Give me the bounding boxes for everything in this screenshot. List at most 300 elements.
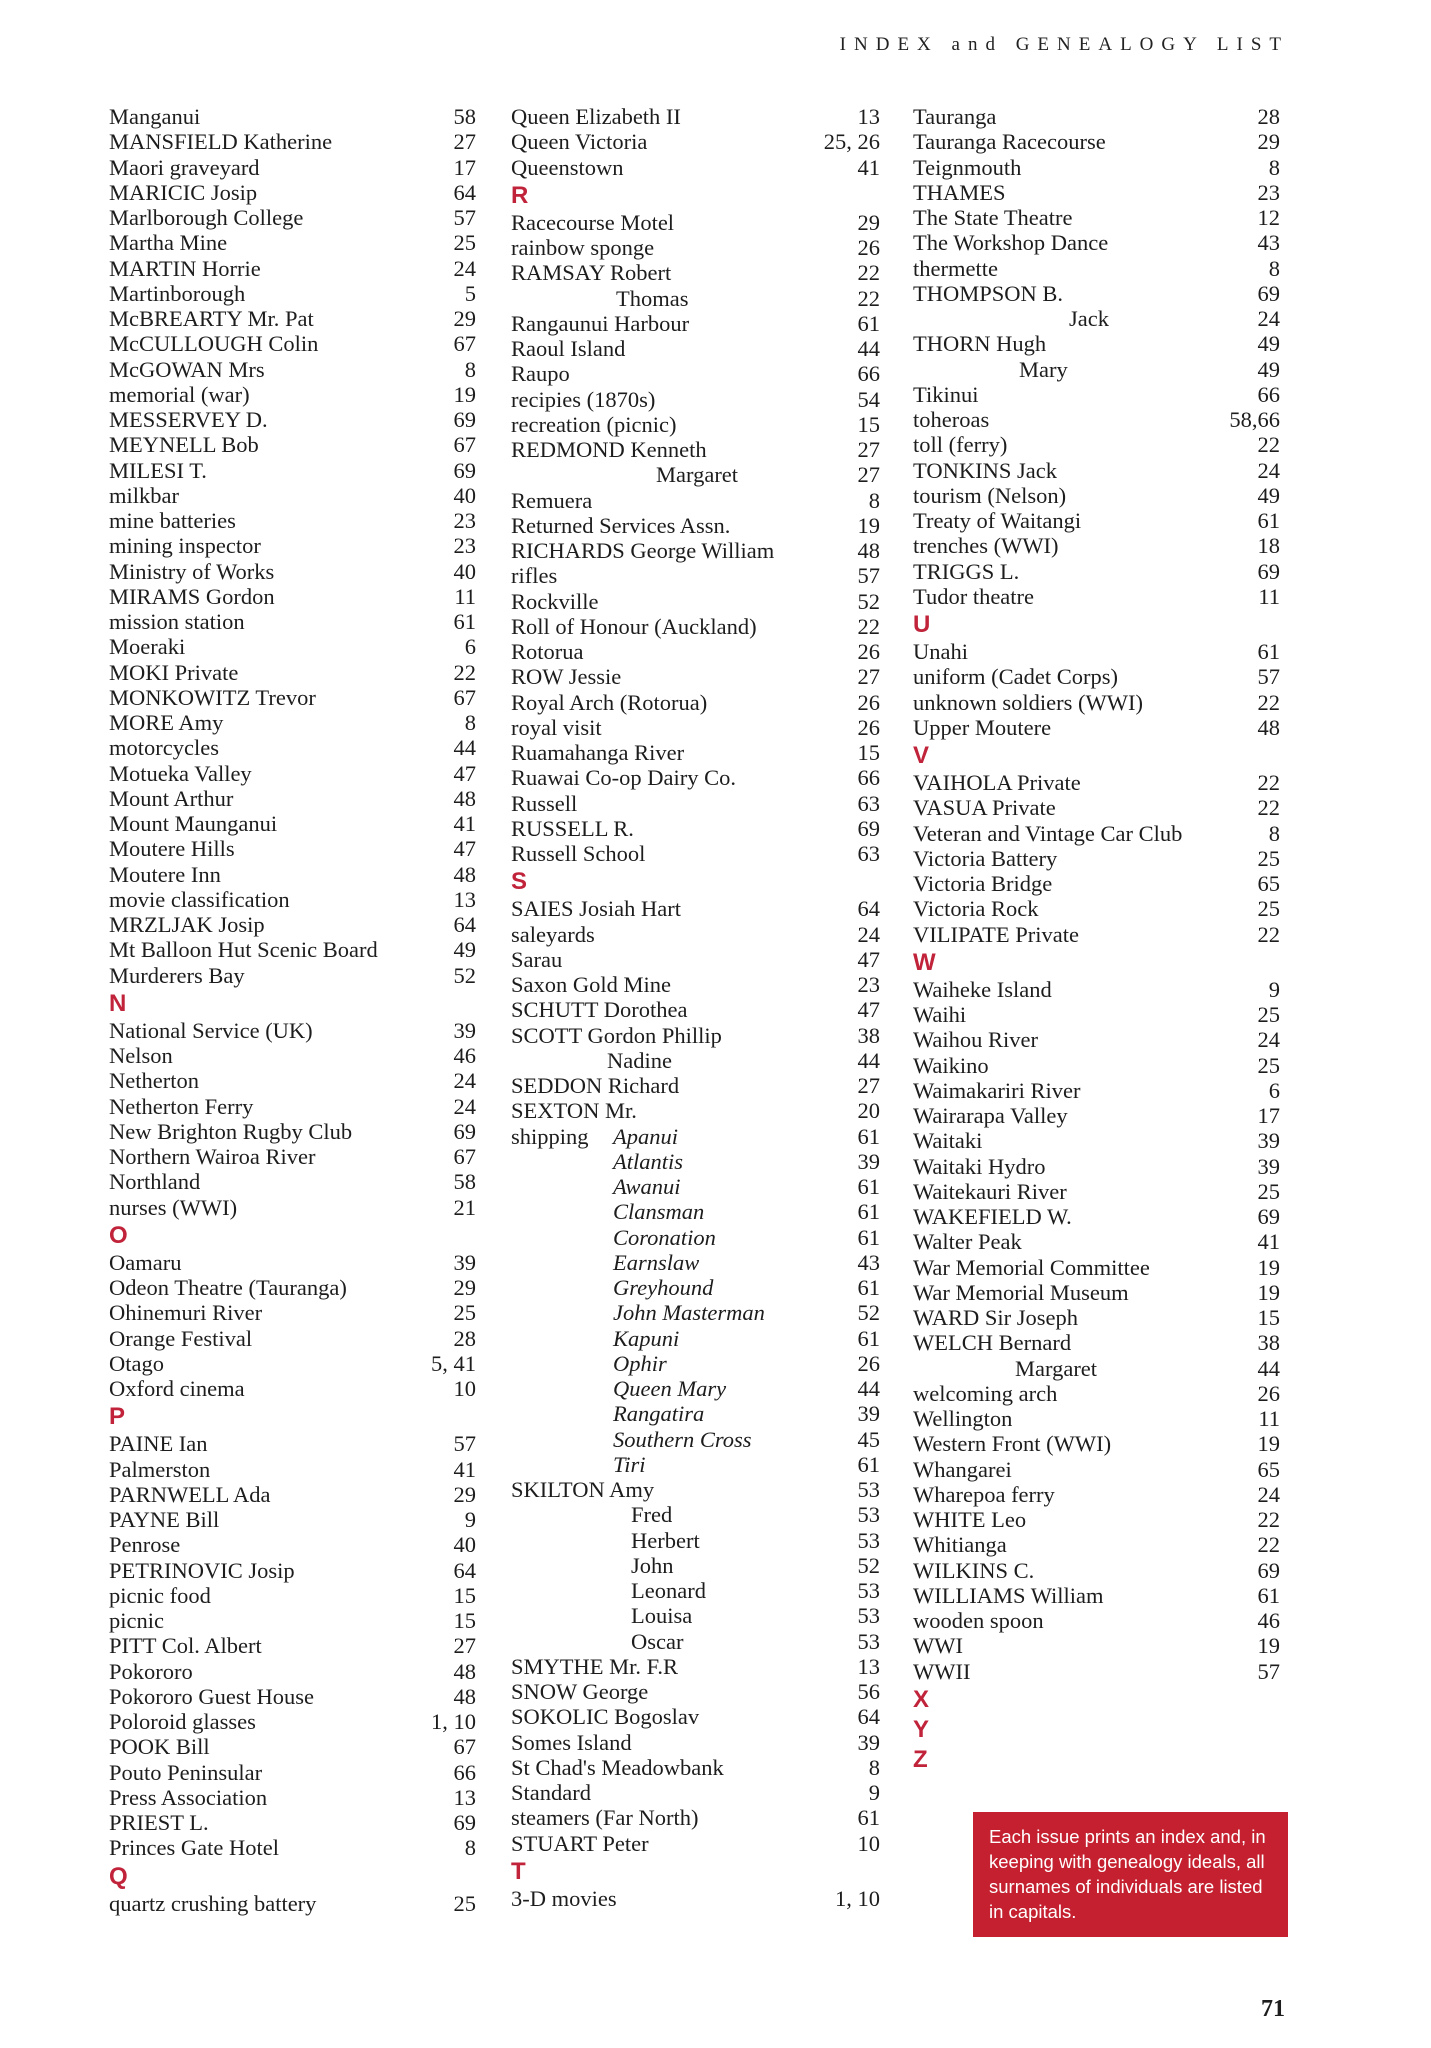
page-reference: 22 — [1257, 1507, 1280, 1532]
index-term: Waihi — [913, 1002, 967, 1027]
page-reference: 15 — [453, 1582, 476, 1608]
index-term: POOK Bill — [109, 1734, 210, 1760]
index-term: Netherton Ferry — [109, 1093, 254, 1119]
page-reference: 26 — [857, 714, 880, 740]
page-reference: 25, 26 — [823, 129, 880, 155]
index-term: Waitaki — [913, 1128, 983, 1154]
page-reference: 27 — [857, 1073, 880, 1098]
page-reference: 6 — [1268, 1077, 1280, 1103]
index-entry — [913, 1381, 1280, 1406]
index-term: Unahi — [913, 639, 968, 664]
index-term: WILLIAMS William — [913, 1582, 1104, 1608]
page-reference: 8 — [1268, 820, 1280, 846]
page-reference: 61 — [1257, 639, 1280, 664]
index-entry — [109, 963, 476, 988]
page-reference: 9 — [868, 1780, 880, 1805]
index-entry — [109, 155, 476, 180]
page-reference: 10 — [857, 1830, 880, 1856]
page-reference: 22 — [1257, 432, 1280, 458]
index-entry — [511, 1805, 880, 1830]
index-term: Moeraki — [109, 634, 186, 660]
index-entry — [511, 1629, 880, 1654]
page-reference: 58,66 — [1229, 407, 1280, 432]
page-reference: 29 — [453, 1481, 476, 1507]
index-entry — [913, 407, 1280, 432]
index-term: Kapuni — [613, 1325, 680, 1351]
index-term: Racecourse Motel — [511, 209, 675, 235]
page-reference: 61 — [857, 1805, 880, 1831]
page-reference: 13 — [857, 1653, 880, 1679]
index-entry — [913, 205, 1280, 230]
page-reference: 26 — [857, 1350, 880, 1376]
page-reference: 61 — [857, 1325, 880, 1351]
index-entry — [109, 1457, 476, 1482]
index-entry — [511, 387, 880, 412]
page-reference: 1, 10 — [431, 1709, 476, 1734]
index-term: Mount Maunganui — [109, 811, 278, 836]
index-entry — [109, 710, 476, 735]
index-subterm: Apanui — [613, 1123, 678, 1149]
index-entry — [109, 1709, 476, 1734]
page-reference: 15 — [857, 740, 880, 765]
page-reference: 39 — [1257, 1128, 1280, 1154]
index-column-2 — [511, 104, 880, 1911]
index-term: welcoming arch — [913, 1380, 1058, 1406]
page-reference: 25 — [1257, 845, 1280, 871]
index-term: Ruamahanga River — [511, 740, 685, 765]
page-reference: 66 — [857, 765, 880, 791]
index-entry — [913, 1027, 1280, 1052]
index-term: WARD Sir Joseph — [913, 1305, 1079, 1330]
index-entry — [511, 1502, 880, 1527]
index-entry — [511, 538, 880, 563]
index-entry — [109, 685, 476, 710]
index-entry — [511, 947, 880, 972]
index-entry — [109, 1376, 476, 1401]
index-entry — [511, 715, 880, 740]
page-reference: 69 — [453, 407, 476, 432]
page-reference: 39 — [857, 1729, 880, 1755]
index-term: Russell School — [511, 841, 646, 866]
page-reference: 19 — [453, 381, 476, 407]
index-term: milkbar — [109, 482, 179, 508]
index-term: McBREARTY Mr. Pat — [109, 306, 314, 331]
index-term: WILKINS C. — [913, 1557, 1035, 1583]
index-term: War Memorial Committee — [913, 1254, 1150, 1280]
index-term: Waitekauri River — [913, 1178, 1067, 1204]
page-reference: 23 — [857, 972, 880, 997]
page-reference: 61 — [453, 609, 476, 634]
page-reference: 52 — [857, 588, 880, 614]
page-reference: 17 — [1257, 1103, 1280, 1128]
index-term: THORN Hugh — [913, 331, 1047, 357]
index-term: Queenstown — [511, 154, 624, 180]
index-entry — [511, 1603, 880, 1628]
index-entry — [511, 765, 880, 790]
index-entry — [109, 735, 476, 760]
index-entry — [511, 816, 880, 841]
index-term: toheroas — [913, 407, 990, 432]
index-entry — [109, 1558, 476, 1583]
index-entry — [511, 336, 880, 361]
page-reference: 5, 41 — [431, 1350, 476, 1376]
index-term: Russell — [511, 790, 578, 816]
index-term: tourism (Nelson) — [913, 482, 1067, 508]
index-entry — [109, 862, 476, 887]
index-term: Marlborough College — [109, 205, 304, 230]
index-term: Standard — [511, 1780, 591, 1805]
page-reference: 69 — [453, 457, 476, 483]
page-reference: 39 — [453, 1249, 476, 1275]
index-entry — [109, 811, 476, 836]
index-entry — [913, 1330, 1280, 1355]
index-term: Victoria Bridge — [913, 871, 1053, 896]
page-reference: 69 — [453, 1810, 476, 1835]
index-term: Murderers Bay — [109, 962, 245, 988]
page-reference: 11 — [1258, 583, 1280, 609]
page-reference: 57 — [1257, 1658, 1280, 1684]
page-reference: 29 — [453, 306, 476, 331]
index-term: MARTIN Horrie — [109, 255, 261, 281]
index-term: SCOTT Gordon Phillip — [511, 1022, 722, 1048]
index-entry — [109, 1169, 476, 1194]
index-term-text: shipping — [511, 1123, 589, 1149]
page-reference: 53 — [857, 1578, 880, 1603]
index-term: John — [631, 1552, 674, 1578]
index-entry — [511, 1553, 880, 1578]
index-entry — [109, 281, 476, 306]
page-reference: 40 — [453, 1532, 476, 1558]
index-entry — [109, 306, 476, 331]
page-reference: 64 — [453, 912, 476, 937]
index-entry — [109, 1431, 476, 1456]
page-reference: 8 — [464, 356, 476, 382]
index-term: WWI — [913, 1633, 963, 1659]
index-term: Tauranga Racecourse — [913, 129, 1106, 155]
index-note-box — [973, 1812, 1288, 1937]
index-term: Palmerston — [109, 1456, 211, 1482]
page-reference: 8 — [868, 1754, 880, 1780]
index-term: movie classification — [109, 886, 290, 912]
index-term: Ophir — [613, 1350, 667, 1376]
index-entry — [511, 639, 880, 664]
index-term: Whangarei — [913, 1456, 1012, 1482]
index-entry — [913, 1356, 1280, 1381]
index-entry — [913, 846, 1280, 871]
page-reference: 40 — [453, 558, 476, 584]
index-term: Queen Elizabeth II — [511, 104, 681, 129]
index-entry — [109, 1891, 476, 1916]
page-reference: 13 — [857, 104, 880, 129]
index-entry — [109, 1195, 476, 1220]
page-reference: 47 — [453, 760, 476, 786]
page-reference: 40 — [453, 482, 476, 508]
page-reference: 64 — [453, 179, 476, 205]
page-reference: 8 — [464, 710, 476, 735]
page-reference: 69 — [1257, 280, 1280, 306]
page-reference: 29 — [1257, 129, 1280, 155]
page-reference: 22 — [453, 659, 476, 685]
index-entry — [511, 1023, 880, 1048]
index-term: The State Theatre — [913, 205, 1073, 230]
page-reference: 22 — [857, 613, 880, 639]
index-entry — [913, 1305, 1280, 1330]
index-entry — [913, 533, 1280, 558]
section-letter: N — [109, 989, 127, 1017]
index-term: VILIPATE Private — [913, 921, 1080, 947]
index-term: Moutere Hills — [109, 836, 235, 862]
page-reference: 64 — [453, 1557, 476, 1583]
page-reference: 63 — [857, 790, 880, 816]
index-entry — [511, 1578, 880, 1603]
index-entry — [913, 690, 1280, 715]
index-entry — [109, 1810, 476, 1835]
index-entry — [109, 1043, 476, 1068]
page-reference: 29 — [857, 209, 880, 235]
index-entry — [109, 331, 476, 356]
page-reference: 52 — [857, 1300, 880, 1326]
index-entry — [913, 104, 1280, 129]
page-reference: 48 — [1257, 714, 1280, 740]
index-term: Ministry of Works — [109, 558, 275, 584]
page-reference: 23 — [1257, 179, 1280, 205]
page-reference: 47 — [453, 836, 476, 862]
page-reference: 6 — [464, 634, 476, 660]
index-entry — [511, 1679, 880, 1704]
index-term: Saxon Gold Mine — [511, 972, 671, 997]
index-term: Raupo — [511, 361, 570, 387]
index-entry — [913, 1280, 1280, 1305]
page-reference: 53 — [857, 1527, 880, 1553]
index-term: Earnslaw — [613, 1249, 700, 1275]
index-entry — [109, 1608, 476, 1633]
index-term: rifles — [511, 563, 558, 589]
index-term: SKILTON Amy — [511, 1477, 655, 1502]
page-reference: 58 — [453, 1169, 476, 1195]
index-entry — [109, 1018, 476, 1043]
index-entry — [109, 508, 476, 533]
page-reference: 24 — [1257, 1027, 1280, 1053]
index-term: PAINE Ian — [109, 1431, 208, 1457]
index-term: Sarau — [511, 946, 563, 972]
page-reference: 25 — [1257, 896, 1280, 922]
page-reference: 23 — [453, 508, 476, 533]
page-reference: 48 — [453, 861, 476, 887]
section-letter: Q — [109, 1862, 128, 1890]
section-letter: O — [109, 1221, 128, 1249]
index-term: Maori graveyard — [109, 154, 260, 180]
index-entry — [511, 614, 880, 639]
index-term: Pokororo Guest House — [109, 1683, 314, 1709]
index-entry — [511, 841, 880, 866]
index-term: Margaret — [656, 462, 739, 488]
page-reference: 66 — [453, 1759, 476, 1785]
index-entry — [109, 1785, 476, 1810]
index-entry — [109, 256, 476, 281]
index-entry — [913, 1103, 1280, 1128]
page-reference: 64 — [857, 1704, 880, 1730]
page-reference: 10 — [453, 1376, 476, 1401]
index-term: Oamaru — [109, 1249, 182, 1275]
index-term: MESSERVEY D. — [109, 407, 268, 432]
index-entry — [511, 589, 880, 614]
index-term: Otago — [109, 1350, 164, 1376]
index-entry — [913, 1002, 1280, 1027]
index-entry — [913, 795, 1280, 820]
page-reference: 25 — [1257, 1002, 1280, 1027]
index-term: SOKOLIC Bogoslav — [511, 1704, 700, 1730]
index-entry — [913, 559, 1280, 584]
index-entry — [109, 533, 476, 558]
index-term: Odeon Theatre (Tauranga) — [109, 1275, 347, 1300]
page-reference: 19 — [1257, 1254, 1280, 1280]
index-term: Teignmouth — [913, 154, 1022, 180]
index-term: picnic food — [109, 1582, 211, 1608]
index-entry — [511, 129, 880, 154]
index-term: SAIES Josiah Hart — [511, 896, 681, 922]
index-entry — [109, 104, 476, 129]
index-entry — [109, 1482, 476, 1507]
page-reference: 28 — [1257, 104, 1280, 129]
index-term: McGOWAN Mrs — [109, 356, 265, 382]
index-term: recipies (1870s) — [511, 386, 656, 412]
page-reference: 24 — [1257, 306, 1280, 331]
index-entry — [109, 1275, 476, 1300]
index-entry — [109, 1250, 476, 1275]
index-entry — [109, 432, 476, 457]
index-entry — [511, 1755, 880, 1780]
index-entry — [511, 1174, 880, 1199]
page-reference: 27 — [453, 1633, 476, 1659]
page-reference: 53 — [857, 1603, 880, 1629]
index-entry — [913, 382, 1280, 407]
page-reference: 26 — [857, 639, 880, 664]
index-entry — [511, 1300, 880, 1325]
index-term: SMYTHE Mr. F.R — [511, 1653, 678, 1679]
page-reference: 22 — [1257, 921, 1280, 947]
index-term: steamers (Far North) — [511, 1805, 699, 1831]
index-entry — [109, 230, 476, 255]
page-reference: 13 — [453, 1784, 476, 1810]
page-reference: 22 — [857, 260, 880, 286]
index-term: MARICIC Josip — [109, 179, 258, 205]
index-term: New Brighton Rugby Club — [109, 1118, 353, 1144]
index-term: MEYNELL Bob — [109, 432, 259, 458]
page-reference: 26 — [857, 689, 880, 715]
page-reference: 44 — [857, 1376, 880, 1401]
index-term: Clansman — [613, 1199, 705, 1225]
index-term: rainbow sponge — [511, 235, 655, 260]
index-term: Leonard — [631, 1578, 706, 1603]
page-reference: 38 — [1257, 1330, 1280, 1356]
index-term: WHITE Leo — [913, 1507, 1027, 1532]
index-entry — [913, 1229, 1280, 1254]
index-term: Roll of Honour (Auckland) — [511, 613, 757, 639]
index-entry — [511, 1376, 880, 1401]
index-term: Press Association — [109, 1784, 268, 1810]
page-reference: 38 — [857, 1022, 880, 1048]
page-reference: 61 — [857, 1451, 880, 1477]
index-entry — [511, 210, 880, 235]
index-entry — [913, 922, 1280, 947]
page-reference: 44 — [453, 735, 476, 761]
index-term: Walter Peak — [913, 1229, 1022, 1255]
index-term: Nelson — [109, 1043, 173, 1068]
index-term: WWII — [913, 1658, 971, 1684]
index-entry — [913, 1179, 1280, 1204]
index-entry — [511, 740, 880, 765]
page-reference: 27 — [857, 437, 880, 462]
index-term: PARNWELL Ada — [109, 1481, 271, 1507]
page-reference: 39 — [1257, 1153, 1280, 1179]
index-entry — [511, 1452, 880, 1477]
index-term: Waihou River — [913, 1027, 1039, 1053]
index-term: Raoul Island — [511, 336, 626, 361]
page-reference: 44 — [857, 1047, 880, 1073]
index-term: SNOW George — [511, 1679, 649, 1704]
index-entry — [109, 786, 476, 811]
index-entry — [913, 230, 1280, 255]
index-term: Whitianga — [913, 1532, 1007, 1558]
index-term: mission station — [109, 609, 245, 634]
index-term: Louisa — [631, 1603, 693, 1629]
index-entry — [511, 513, 880, 538]
section-letter: S — [511, 868, 528, 896]
index-term: Thomas — [616, 285, 689, 311]
index-entry — [511, 488, 880, 513]
page-reference: 26 — [857, 235, 880, 260]
index-term: Wairarapa Valley — [913, 1103, 1068, 1128]
page-reference: 67 — [453, 1734, 476, 1760]
index-term: Penrose — [109, 1532, 181, 1558]
index-term: STUART Peter — [511, 1830, 649, 1856]
page-reference: 69 — [453, 1118, 476, 1144]
index-entry — [109, 836, 476, 861]
page-reference: 53 — [857, 1477, 880, 1502]
page-reference: 69 — [857, 815, 880, 841]
page-reference: 41 — [1257, 1229, 1280, 1255]
page-reference: 8 — [868, 487, 880, 513]
index-entry — [109, 887, 476, 912]
page-reference: 22 — [1257, 689, 1280, 715]
index-term: PETRINOVIC Josip — [109, 1557, 295, 1583]
index-entry — [109, 660, 476, 685]
index-term: RUSSELL R. — [511, 815, 634, 841]
index-entry — [109, 1094, 476, 1119]
index-entry — [511, 1528, 880, 1553]
page-reference: 25 — [453, 230, 476, 256]
index-entry — [511, 664, 880, 689]
index-term: Margaret — [1015, 1355, 1098, 1381]
index-entry — [913, 584, 1280, 609]
index-term: THOMPSON B. — [913, 280, 1064, 306]
page-reference: 15 — [857, 411, 880, 437]
index-entry — [511, 896, 880, 921]
index-entry — [511, 1275, 880, 1300]
index-term: Returned Services Assn. — [511, 512, 731, 538]
page-reference: 41 — [453, 1456, 476, 1482]
index-entry — [511, 1654, 880, 1679]
index-entry — [913, 664, 1280, 689]
index-term: Poloroid glasses — [109, 1709, 256, 1734]
index-entry — [511, 1780, 880, 1805]
index-term: Oscar — [631, 1628, 684, 1654]
index-term: Southern Cross — [613, 1426, 752, 1452]
page-reference: 46 — [1257, 1608, 1280, 1633]
index-entry — [511, 1351, 880, 1376]
index-term: toll (ferry) — [913, 432, 1008, 458]
index-term: MORE Amy — [109, 710, 224, 735]
